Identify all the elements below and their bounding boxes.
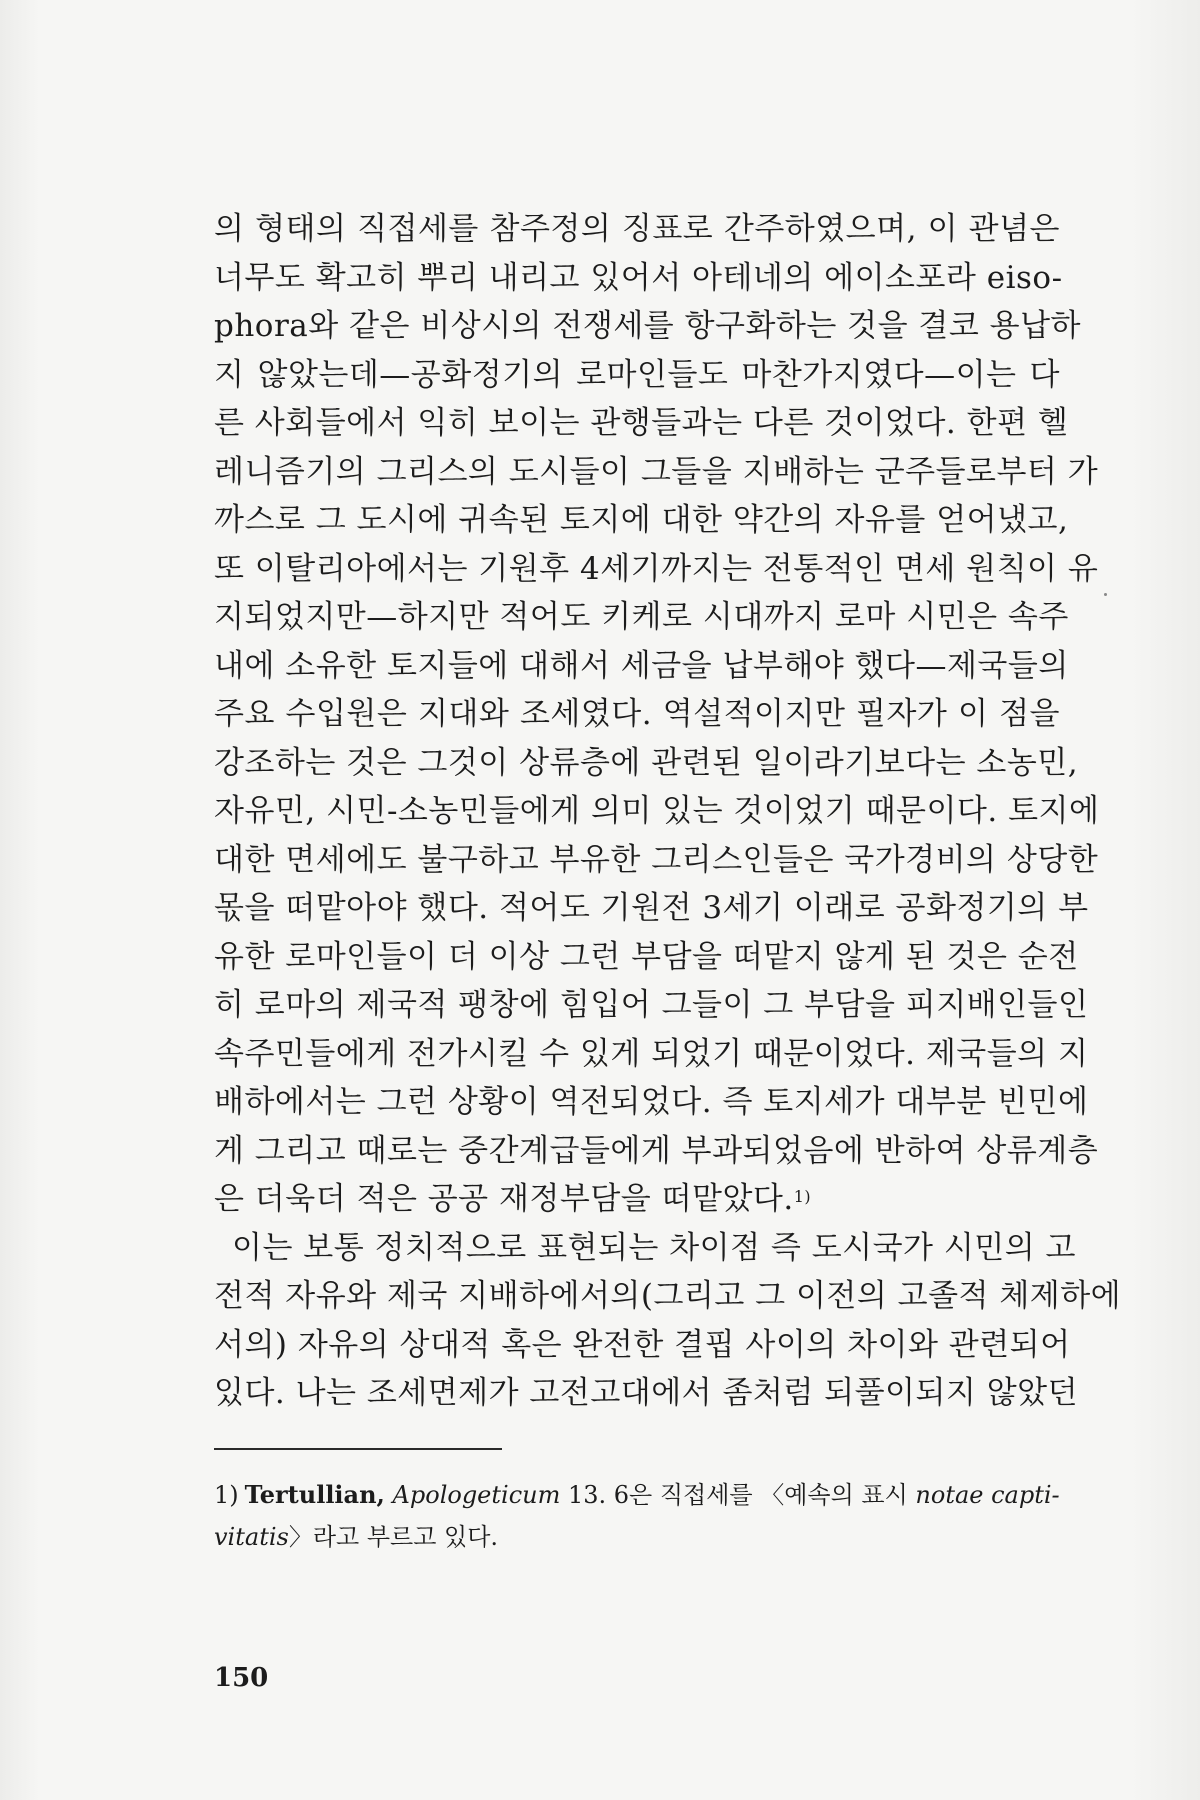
text-line: 있다. 나는 조세면제가 고전고대에서 좀처럼 되풀이되지 않았던	[214, 1375, 1079, 1411]
text-line: 전적 자유와 제국 지배하에서의(그리고 그 이전의 고졸적 체제하에	[214, 1278, 1122, 1314]
text-line: 히 로마의 제국적 팽창에 힘입어 그들이 그 부담을 피지배인들인	[214, 987, 1089, 1023]
text-line: 은 더욱더 적은 공공 재정부담을 떠맡았다.	[214, 1181, 794, 1217]
footnote-number: 1)	[214, 1481, 239, 1509]
text-line: 속주민들에게 전가시킬 수 있게 되었기 때문이었다. 제국들의 지	[214, 1035, 1089, 1072]
footnote-text: 13. 6은 직접세를 〈예속의 표시	[560, 1481, 916, 1509]
text-line: 대한 면세에도 불구하고 부유한 그리스인들은 국가경비의 상당한	[214, 841, 1099, 878]
text-line: 지되었지만—하지만 적어도 키케로 시대까지 로마 시민은 속주	[214, 599, 1069, 635]
text-line: 른 사회들에서 익히 보이는 관행들과는 다른 것이었다. 한편 헬	[214, 405, 1069, 441]
footnote-text: 〉라고 부르고 있다.	[288, 1523, 499, 1551]
footnote-reference: 1)	[793, 1187, 812, 1206]
text-line: 자유민, 시민-소농민들에게 의미 있는 것이었기 때문이다. 토지에	[214, 793, 1100, 829]
paragraph-start-line: 이는 보통 정치적으로 표현되는 차이점 즉 도시국가 시민의 고	[232, 1229, 1076, 1266]
text-line: 유한 로마인들이 더 이상 그런 부담을 떠맡지 않게 된 것은 순전	[214, 938, 1079, 975]
footnote-work-title: Apologeticum	[392, 1481, 561, 1509]
main-text	[214, 205, 1122, 1418]
text-line: 지 않았는데—공화정기의 로마인들도 마찬가지였다—이는 다	[214, 356, 1060, 393]
text-line: 주요 수입원은 지대와 조세였다. 역설적이지만 필자가 이 점을	[214, 696, 1060, 732]
text-line: 게 그리고 때로는 중간계급들에게 부과되었음에 반하여 상류계층	[214, 1132, 1099, 1169]
text-line: 서의) 자유의 상대적 혹은 완전한 결핍 사이의 차이와 관련되어	[214, 1326, 1071, 1363]
page-number: 150	[214, 1663, 269, 1693]
footnote-author: Tertullian,	[244, 1480, 385, 1509]
text-line-with-footnote	[214, 1175, 1060, 1224]
text-line: 또 이탈리아에서는 기원후 4세기까지는 전통적인 면세 원칙이 유	[214, 550, 1099, 587]
footnote-divider	[214, 1448, 502, 1450]
footnote	[214, 1474, 1060, 1558]
text-line: 배하에서는 그런 상황이 역전되었다. 즉 토지세가 대부분 빈민에	[214, 1084, 1089, 1120]
footnote-latin: vitatis	[214, 1523, 289, 1551]
text-line: 레니즘기의 그리스의 도시들이 그들을 지배하는 군주들로부터 가	[214, 453, 1099, 490]
text-line: 강조하는 것은 그것이 상류층에 관련된 일이라기보다는 소농민,	[214, 744, 1079, 781]
footnote-line	[214, 1474, 1060, 1516]
text-line: 까스로 그 도시에 귀속된 토지에 대한 약간의 자유를 얻어냈고,	[214, 502, 1069, 538]
scan-speck	[1104, 593, 1107, 596]
footnote-line	[214, 1516, 1060, 1558]
text-line: phora와 같은 비상시의 전쟁세를 항구화하는 것을 결코 용납하	[214, 308, 1082, 344]
text-line: 너무도 확고히 뿌리 내리고 있어서 아테네의 에이소포라 eiso-	[214, 259, 1063, 296]
text-line: 내에 소유한 토지들에 대해서 세금을 납부해야 했다—제국들의	[214, 647, 1069, 684]
text-line: 몫을 떠맡아야 했다. 적어도 기원전 3세기 이래로 공화정기의 부	[214, 890, 1089, 926]
footnote-latin: notae capti-	[915, 1481, 1060, 1509]
text-line: 의 형태의 직접세를 참주정의 징표로 간주하였으며, 이 관념은	[214, 211, 1060, 247]
